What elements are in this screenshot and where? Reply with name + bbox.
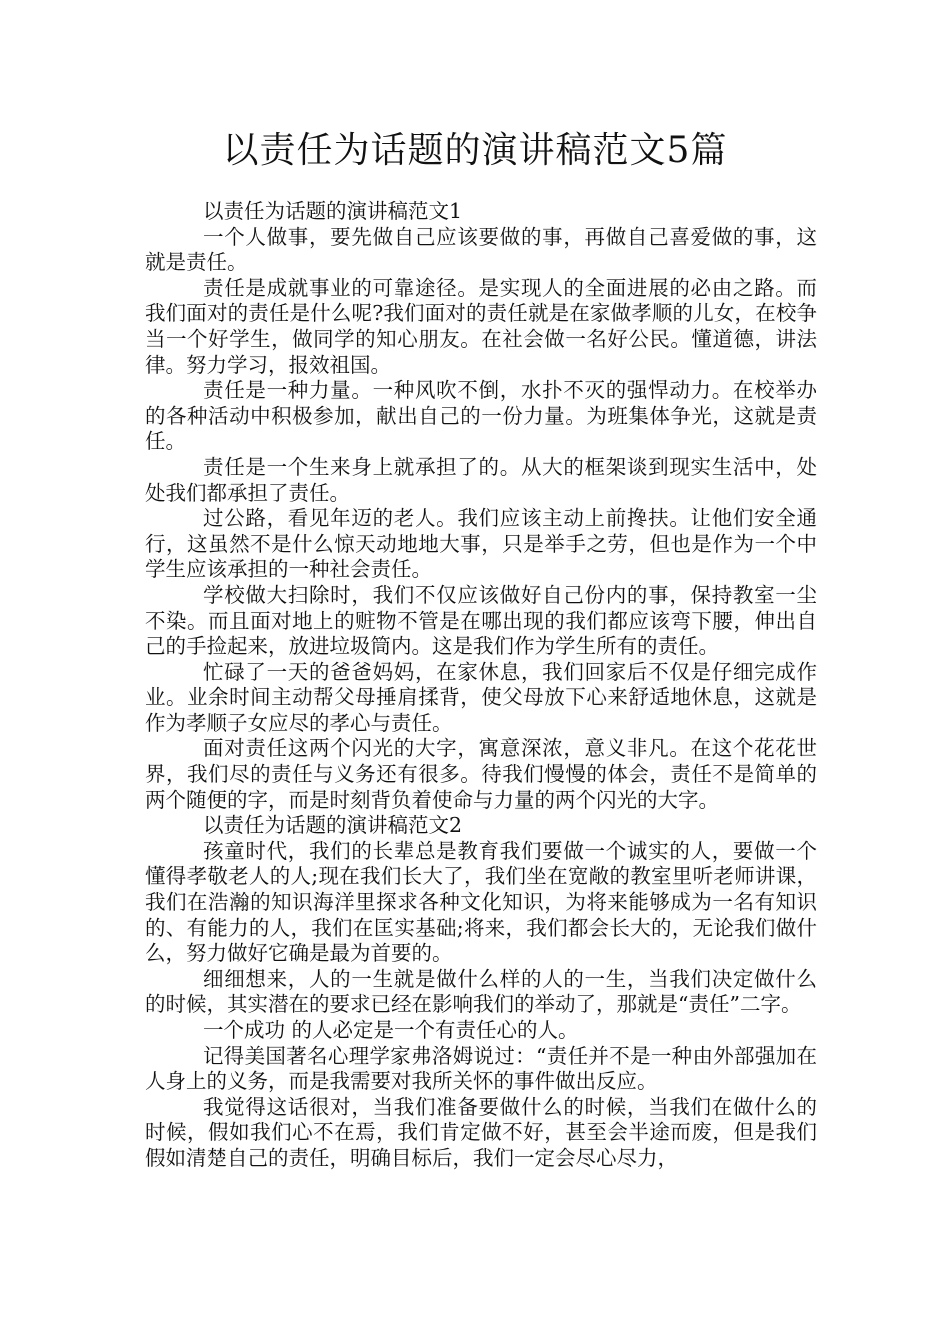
- paragraph: 面对责任这两个闪光的大字，寓意深浓，意义非凡。在这个花花世界，我们尽的责任与义务还有很多。待我们慢慢的体会，责任不是简单的两个随便的字，而是时刻背负着使命与力量的两个闪光的大字。: [145, 736, 817, 812]
- paragraph: 细细想来，人的一生就是做什么样的人的一生，当我们决定做什么的时候，其实潜在的要求已经在影响我们的举动了，那就是“责任”二字。: [145, 966, 817, 1017]
- paragraph: 一个成功 的人必定是一个有责任心的人。: [203, 1018, 579, 1042]
- section-heading-1: 以责任为话题的演讲稿范文1: [203, 199, 463, 223]
- paragraph: 学校做大扫除时，我们不仅应该做好自己份内的事，保持教室一尘不染。而且面对地上的赃物不管是在哪出现的我们都应该弯下腰，伸出自己的手捡起来，放进垃圾筒内。这是我们作为学生所有的责任。: [145, 582, 817, 659]
- paragraph: 过公路，看见年迈的老人。我们应该主动上前搀扶。让他们安全通行，这虽然不是什么惊天动地地大事，只是举手之劳，但也是作为一个中学生应该承担的一种社会责任。: [145, 506, 817, 582]
- section-heading-2: 以责任为话题的演讲稿范文2: [203, 813, 463, 838]
- document-title: 以责任为话题的演讲稿范文5篇: [222, 130, 728, 171]
- document-body: [145, 199, 817, 1172]
- paragraph: 我觉得这话很对，当我们准备要做什么的时候，当我们在做什么的时候，假如我们心不在焉，我们肯定做不好，甚至会半途而废，但是我们假如清楚自己的责任，明确目标后，我们一定会尽心尽力，: [145, 1094, 817, 1170]
- paragraph: 责任是一个生来身上就承担了的。从大的框架谈到现实生活中，处处我们都承担了责任。: [145, 454, 817, 505]
- paragraph: 记得美国著名心理学家弗洛姆说过：“责任并不是一种由外部强加在人身上的义务，而是我需要对我所关怀的事件做出反应。: [145, 1043, 817, 1094]
- paragraph: 责任是成就事业的可靠途径。是实现人的全面进展的必由之路。而我们面对的责任是什么呢?我们面对的责任就是在家做孝顺的儿女，在校争当一个好学生，做同学的知心朋友。在社会做一名好公民。懂道德，讲法律。努力学习，报效祖国。: [145, 275, 817, 377]
- paragraph: 忙碌了一天的爸爸妈妈，在家休息，我们回家后不仅是仔细完成作业。业余时间主动帮父母捶肩揉背，使父母放下心来舒适地休息，这就是作为孝顺子女应尽的孝心与责任。: [145, 659, 817, 735]
- paragraph: 一个人做事，要先做自己应该要做的事，再做自己喜爱做的事，这就是责任。: [145, 224, 817, 275]
- paragraph: 责任是一种力量。一种风吹不倒，水扑不灭的强悍动力。在校举办的各种活动中积极参加，献出自己的一份力量。为班集体争光，这就是责任。: [145, 378, 817, 454]
- paragraph: 孩童时代，我们的长辈总是教育我们要做一个诚实的人，要做一个懂得孝敬老人的人;现在我们长大了，我们坐在宽敞的教室里听老师讲课，我们在浩瀚的知识海洋里探求各种文化知识，为将来能够成为一名有知识的、有能力的人，我们在匡实基础;将来，我们都会长大的，无论我们做什么，努力做好它确是最为首要的。: [145, 838, 817, 966]
